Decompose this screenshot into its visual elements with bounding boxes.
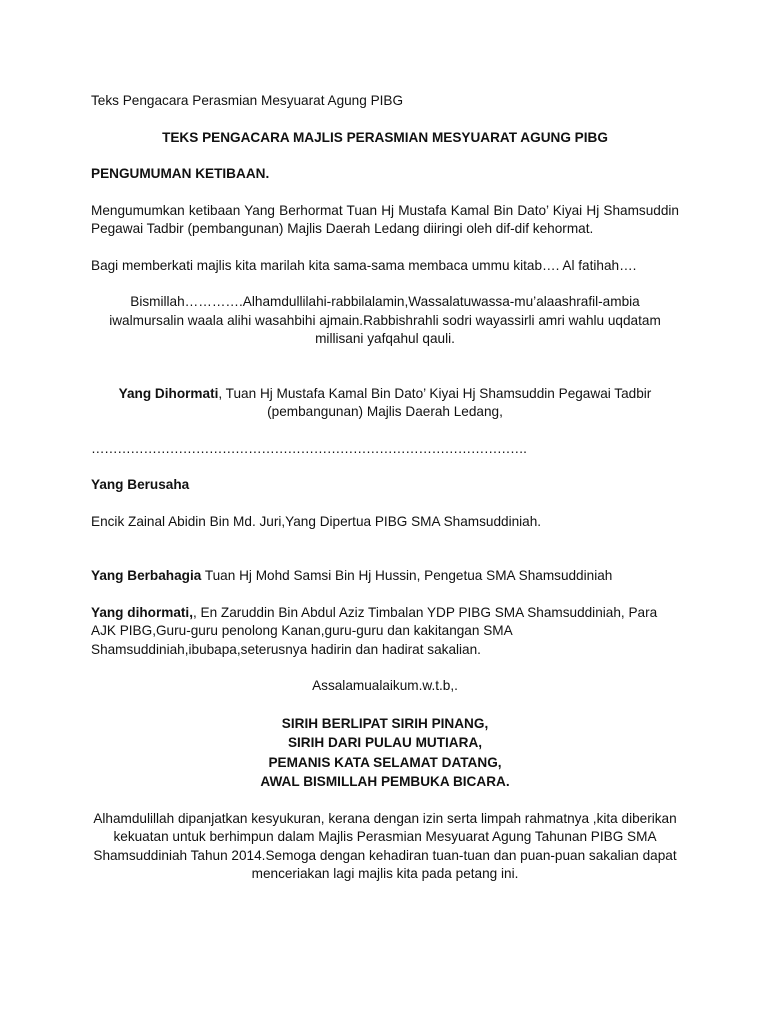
greeting: Assalamualaikum.w.t.b,.	[312, 678, 458, 693]
main-title: TEKS PENGACARA MAJLIS PERASMIAN MESYUARAT AGUNG PIBG	[162, 129, 608, 145]
honored-text: , Tuan Hj Mustafa Kamal Bin Dato’ Kiyai Hj Shamsuddin Pegawai Tadbir (pembangunan) Majlis Daerah Ledang,	[218, 385, 652, 419]
berbahagia-text: Tuan Hj Mohd Samsi Bin Hj Hussin, Pengetua SMA Shamsuddiniah	[201, 568, 613, 583]
pantun-line: SIRIH DARI PULAU MUTIARA,	[287, 735, 483, 750]
berusaha-paragraph: Encik Zainal Abidin Bin Md. Juri,Yang Dipertua PIBG SMA Shamsuddiniah.	[91, 513, 542, 529]
honored-audience-label: Yang dihormati,	[91, 604, 193, 620]
dotted-line: ……………………………………………………………………………………….	[91, 440, 527, 456]
document-page	[91, 92, 679, 884]
pantun-line: SIRIH BERLIPAT SIRIH PINANG,	[281, 715, 489, 731]
announcement-paragraph: Mengumumkan ketibaan Yang Berhormat Tuan Hj Mustafa Kamal Bin Dato’ Kiyai Hj Shamsuddin Pegawai Tadbir (pembangunan) Majlis Daerah Ledang diiringi oleh dif-dif kehormat.	[91, 202, 679, 236]
berbahagia-paragraph	[91, 567, 679, 586]
pantun-verse	[91, 714, 679, 792]
prayer-paragraph: Bismillah………….Alhamdullilahi-rabbilalamin,Wassalatuwassa-mu’alaashrafil-ambia iwalmursalin waala alihi wasahbihi ajmain.Rabbishrahli sodri wayassirli amri wahlu uqdatam millisani yafqahul qauli.	[109, 294, 661, 346]
honored-audience-text: , En Zaruddin Bin Abdul Aziz Timbalan YDP PIBG SMA Shamsuddiniah, Para AJK PIBG,Guru-guru penolong Kanan,guru-guru dan kakitangan SMA Shamsuddiniah,ibubapa,seterusnya hadirin dan hadirat sakalian.	[91, 604, 658, 657]
berusaha-label: Yang Berusaha	[91, 477, 190, 492]
honored-audience-paragraph	[91, 604, 679, 660]
section-title: PENGUMUMAN KETIBAAN.	[91, 166, 270, 181]
honored-label: Yang Dihormati	[118, 385, 219, 401]
berbahagia-label: Yang Berbahagia	[91, 568, 202, 583]
closing-paragraph: Alhamdulillah dipanjatkan kesyukuran, kerana dengan izin serta limpah rahmatnya ,kita diberikan kekuatan untuk berhimpun dalam Majlis Perasmian Mesyuarat Agung Tahunan PIBG SMA Shamsuddiniah Tahun 2014.Semoga dengan kehadiran tuan-tuan dan puan-puan sakalian dapat menceriakan lagi majlis kita pada petang ini.	[93, 810, 677, 881]
document-heading: Teks Pengacara Perasmian Mesyuarat Agung PIBG	[91, 93, 404, 108]
honored-guest-paragraph	[91, 385, 679, 422]
pantun-line: PEMANIS KATA SELAMAT DATANG,	[268, 754, 502, 770]
blessing-paragraph: Bagi memberkati majlis kita marilah kita sama-sama membaca ummu kitab…. Al fatihah….	[91, 257, 637, 273]
pantun-line: AWAL BISMILLAH PEMBUKA BICARA.	[260, 774, 510, 789]
